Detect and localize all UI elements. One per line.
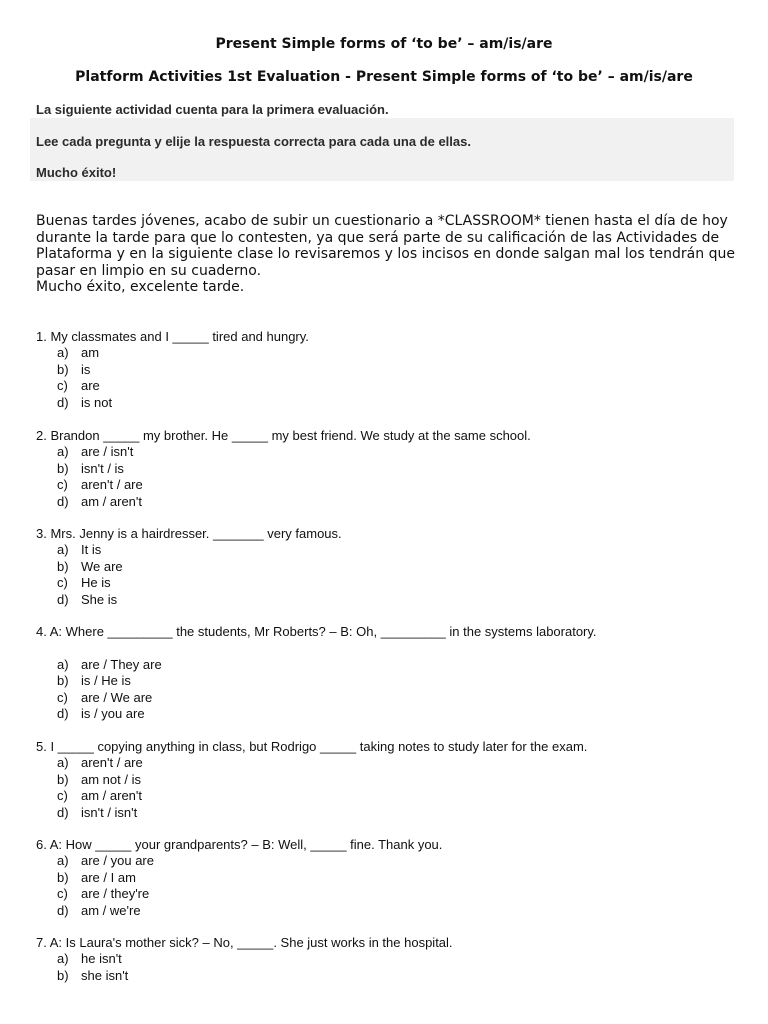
option-text: are / you are (81, 853, 154, 869)
option-text: It is (81, 542, 102, 558)
option-b[interactable] (36, 968, 756, 984)
option-a[interactable] (36, 542, 756, 558)
page-subtitle: Platform Activities 1st Evaluation - Present Simple forms of ‘to be’ – am/is/are (75, 69, 693, 85)
option-text: isn't / isn't (81, 804, 138, 820)
option-letter: a) (57, 951, 69, 967)
option-letter: d) (57, 804, 69, 820)
option-d[interactable] (36, 903, 756, 919)
option-text: are (81, 378, 100, 394)
instruction-good-luck: Mucho éxito! (36, 165, 117, 180)
option-letter: d) (57, 705, 69, 721)
question-4 (36, 624, 756, 722)
option-a[interactable] (36, 755, 756, 771)
option-letter: b) (57, 460, 69, 476)
intro-paragraph: Buenas tardes jóvenes, acabo de subir un cuestionario a *CLASSROOM* tienen hasta el día de hoy durante la tarde para que lo contesten, ya que será parte de su calificación de las Actividades de Plataforma y en la siguiente clase lo revisaremos y los incisos en donde salgan mal los tendrán que pasar en limpio en su cuaderno. (36, 213, 735, 279)
option-letter: c) (57, 477, 68, 493)
option-c[interactable] (36, 575, 756, 591)
option-d[interactable] (36, 592, 756, 608)
option-d[interactable] (36, 706, 756, 722)
instruction-read-questions: Lee cada pregunta y elije la respuesta correcta para cada una de ellas. (36, 134, 471, 149)
option-text: she isn't (81, 967, 129, 983)
instructions-highlight (30, 118, 734, 181)
option-d[interactable] (36, 805, 756, 821)
option-text: are / They are (81, 656, 162, 672)
question-text: 2. Brandon _____ my brother. He _____ my best friend. We study at the same school. (36, 428, 531, 443)
option-text: am / aren't (81, 788, 143, 804)
option-d[interactable] (36, 494, 756, 510)
option-letter: b) (57, 361, 69, 377)
option-c[interactable] (36, 788, 756, 804)
option-letter: c) (57, 378, 68, 394)
option-letter: b) (57, 673, 69, 689)
option-letter: c) (57, 689, 68, 705)
option-text: am (81, 345, 100, 361)
option-text: are / I am (81, 869, 136, 885)
question-2 (36, 428, 756, 510)
option-a[interactable] (36, 345, 756, 361)
option-c[interactable] (36, 886, 756, 902)
option-text: are / isn't (81, 444, 134, 460)
intro-message (36, 213, 736, 296)
option-text: He is (81, 575, 111, 591)
option-text: is not (81, 394, 113, 410)
option-letter: c) (57, 886, 68, 902)
option-letter: a) (57, 853, 69, 869)
option-c[interactable] (36, 690, 756, 706)
option-letter: b) (57, 869, 69, 885)
option-text: is / you are (81, 705, 145, 721)
option-b[interactable] (36, 559, 756, 575)
option-text: She is (81, 591, 118, 607)
option-b[interactable] (36, 362, 756, 378)
option-text: aren't / are (81, 755, 143, 771)
question-3 (36, 526, 756, 608)
option-letter: a) (57, 755, 69, 771)
option-letter: d) (57, 493, 69, 509)
option-text: are / they're (81, 886, 150, 902)
option-letter: a) (57, 345, 69, 361)
option-b[interactable] (36, 772, 756, 788)
option-text: am / aren't (81, 493, 143, 509)
question-text: 1. My classmates and I _____ tired and hungry. (36, 329, 309, 344)
option-letter: a) (57, 542, 69, 558)
option-text: isn't / is (81, 460, 124, 476)
option-letter: a) (57, 444, 69, 460)
option-a[interactable] (36, 444, 756, 460)
option-text: is / He is (81, 673, 131, 689)
question-text: 7. A: Is Laura's mother sick? – No, _____. She just works in the hospital. (36, 935, 453, 950)
option-b[interactable] (36, 870, 756, 886)
question-text: 3. Mrs. Jenny is a hairdresser. _______ very famous. (36, 526, 342, 541)
option-c[interactable] (36, 477, 756, 493)
option-text: We are (81, 558, 123, 574)
option-a[interactable] (36, 657, 756, 673)
option-text: he isn't (81, 951, 122, 967)
option-letter: d) (57, 394, 69, 410)
option-letter: c) (57, 788, 68, 804)
option-b[interactable] (36, 461, 756, 477)
question-text: 5. I _____ copying anything in class, but Rodrigo _____ taking notes to study later for the exam. (36, 739, 588, 754)
option-text: is (81, 361, 91, 377)
option-a[interactable] (36, 853, 756, 869)
question-text: 4. A: Where _________ the students, Mr Roberts? – B: Oh, _________ in the systems laboratory. (36, 624, 597, 639)
question-text: 6. A: How _____ your grandparents? – B: Well, _____ fine. Thank you. (36, 837, 443, 852)
instruction-evaluation: La siguiente actividad cuenta para la primera evaluación. (36, 102, 389, 117)
option-letter: d) (57, 591, 69, 607)
option-text: am not / is (81, 771, 141, 787)
option-d[interactable] (36, 395, 756, 411)
question-7 (36, 935, 756, 984)
option-text: are / We are (81, 689, 153, 705)
option-letter: d) (57, 902, 69, 918)
intro-closing: Mucho éxito, excelente tarde. (36, 279, 245, 295)
option-text: am / we're (81, 902, 141, 918)
option-b[interactable] (36, 673, 756, 689)
option-a[interactable] (36, 951, 756, 967)
question-1 (36, 329, 756, 411)
question-6 (36, 837, 756, 919)
option-letter: b) (57, 771, 69, 787)
option-text: aren't / are (81, 477, 143, 493)
option-letter: c) (57, 575, 68, 591)
option-letter: a) (57, 656, 69, 672)
option-letter: b) (57, 558, 69, 574)
page-title: Present Simple forms of ‘to be’ – am/is/are (215, 36, 553, 52)
option-letter: b) (57, 967, 69, 983)
question-5 (36, 739, 756, 821)
option-c[interactable] (36, 378, 756, 394)
